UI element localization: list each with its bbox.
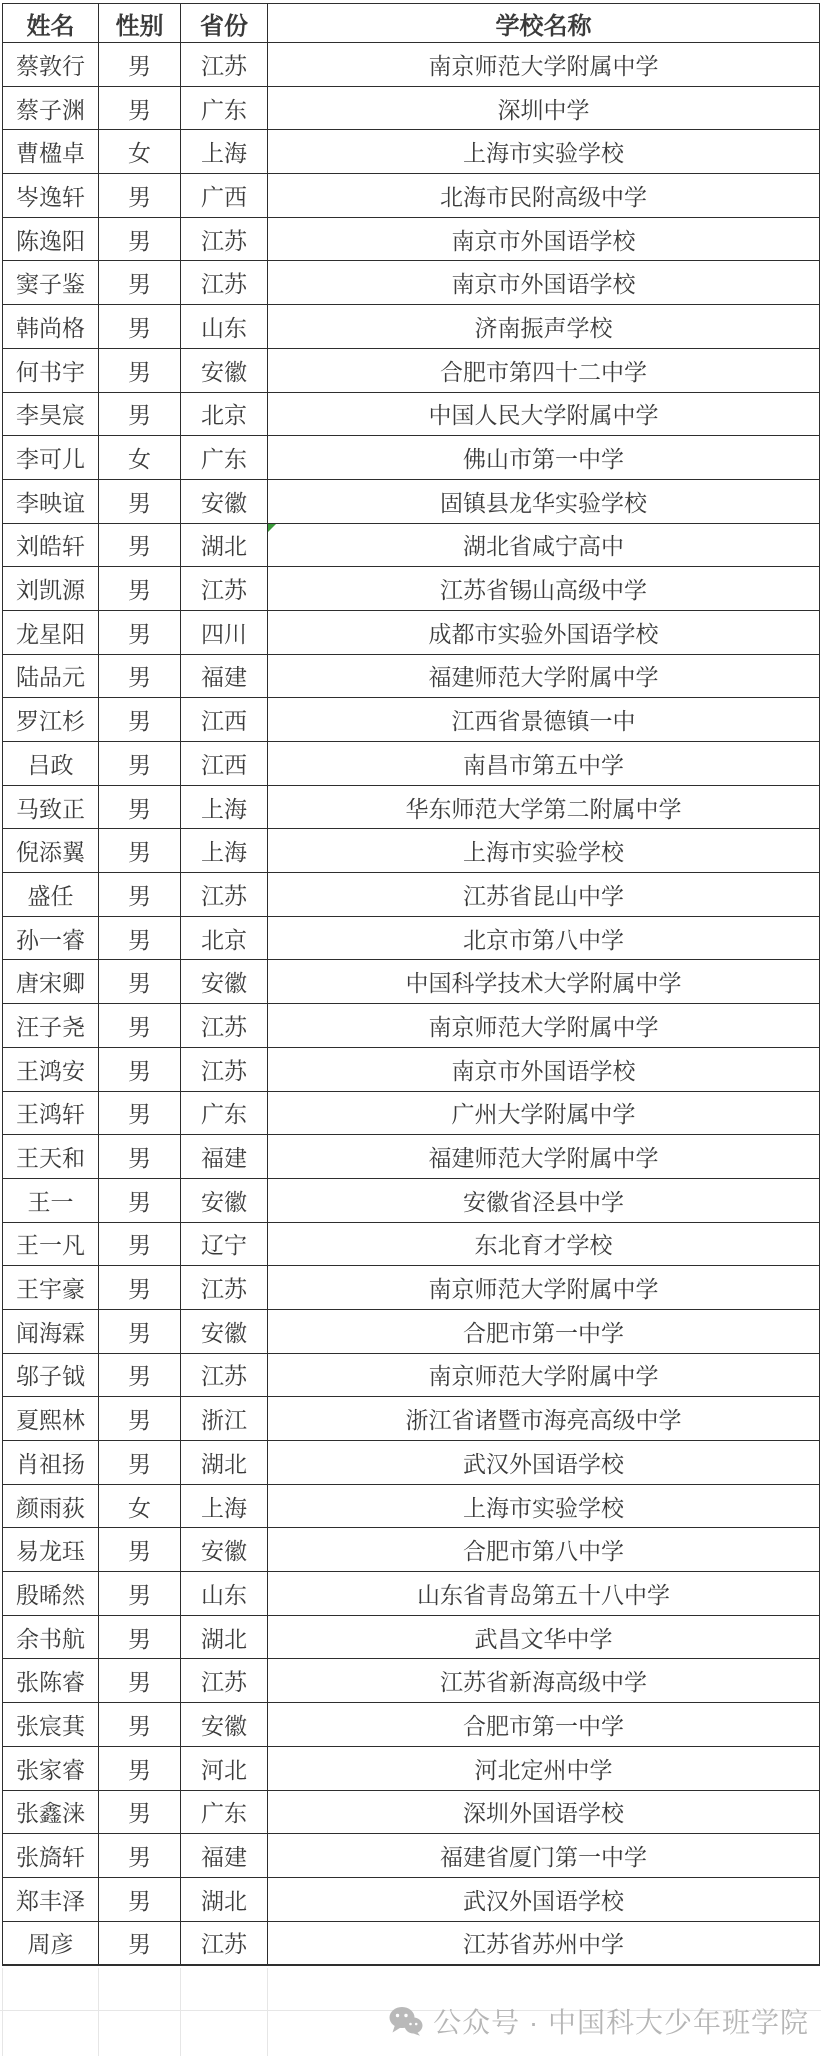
cell-gender: 男 [99, 1877, 181, 1921]
table-row [3, 1266, 820, 1310]
cell-province: 北京 [181, 392, 268, 436]
cell-gender: 男 [99, 348, 181, 392]
cell-gender: 男 [99, 1178, 181, 1222]
cell-province: 四川 [181, 610, 268, 654]
cell-name: 陈逸阳 [3, 217, 99, 261]
cell-school: 成都市实验外国语学校 [268, 610, 820, 654]
table-row [3, 130, 820, 174]
cell-school: 河北定州中学 [268, 1746, 820, 1790]
table-row [3, 873, 820, 917]
table-row [3, 1921, 820, 1965]
table-row [3, 1877, 820, 1921]
table-row [3, 348, 820, 392]
cell-name: 张旖轩 [3, 1834, 99, 1878]
cell-gender: 男 [99, 1659, 181, 1703]
table-row [3, 1091, 820, 1135]
header-province: 省份 [181, 4, 268, 43]
cell-name: 马致正 [3, 785, 99, 829]
cell-name: 王天和 [3, 1135, 99, 1179]
cell-school: 广州大学附属中学 [268, 1091, 820, 1135]
cell-name: 李可儿 [3, 436, 99, 480]
cell-gender: 男 [99, 1528, 181, 1572]
cell-name: 何书宇 [3, 348, 99, 392]
table-row [3, 1746, 820, 1790]
cell-gender: 男 [99, 873, 181, 917]
header-row [3, 4, 820, 43]
cell-name: 陆品元 [3, 654, 99, 698]
cell-province: 江苏 [181, 1659, 268, 1703]
cell-province: 江苏 [181, 873, 268, 917]
table-row [3, 1703, 820, 1747]
cell-school: 江苏省苏州中学 [268, 1921, 820, 1965]
cell-school: 南京师范大学附属中学 [268, 1266, 820, 1310]
table-row [3, 392, 820, 436]
cell-name: 曹楹卓 [3, 130, 99, 174]
table-row [3, 1309, 820, 1353]
cell-school: 中国人民大学附属中学 [268, 392, 820, 436]
table-row [3, 742, 820, 786]
cell-province: 安徽 [181, 1178, 268, 1222]
table-row [3, 305, 820, 349]
cell-school: 江苏省锡山高级中学 [268, 567, 820, 611]
cell-name: 龙星阳 [3, 610, 99, 654]
table-row [3, 1528, 820, 1572]
cell-school: 济南振声学校 [268, 305, 820, 349]
table-row [3, 960, 820, 1004]
cell-name: 王鸿安 [3, 1047, 99, 1091]
cell-school: 合肥市第一中学 [268, 1309, 820, 1353]
cell-gender: 男 [99, 1047, 181, 1091]
cell-school: 江苏省新海高级中学 [268, 1659, 820, 1703]
cell-province: 江西 [181, 698, 268, 742]
grid-line-vertical [180, 1968, 181, 2056]
table-row [3, 698, 820, 742]
cell-name: 刘凯源 [3, 567, 99, 611]
cell-school: 固镇县龙华实验学校 [268, 479, 820, 523]
cell-name: 颜雨荻 [3, 1484, 99, 1528]
cell-school: 上海市实验学校 [268, 829, 820, 873]
cell-gender: 男 [99, 1222, 181, 1266]
cell-province: 湖北 [181, 1615, 268, 1659]
table-header [3, 4, 820, 43]
cell-name: 肖祖扬 [3, 1441, 99, 1485]
cell-gender: 男 [99, 174, 181, 218]
watermark [389, 2001, 809, 2041]
table-row [3, 261, 820, 305]
cell-school: 南昌市第五中学 [268, 742, 820, 786]
table-row [3, 43, 820, 87]
cell-school: 中国科学技术大学附属中学 [268, 960, 820, 1004]
cell-name: 李昊宸 [3, 392, 99, 436]
cell-gender: 男 [99, 1135, 181, 1179]
cell-province: 安徽 [181, 479, 268, 523]
cell-province: 广西 [181, 174, 268, 218]
cell-school: 福建省厦门第一中学 [268, 1834, 820, 1878]
cell-province: 湖北 [181, 1877, 268, 1921]
cell-gender: 男 [99, 43, 181, 87]
cell-school: 佛山市第一中学 [268, 436, 820, 480]
cell-province: 江苏 [181, 1047, 268, 1091]
cell-gender: 男 [99, 1921, 181, 1965]
cell-province: 安徽 [181, 1528, 268, 1572]
cell-province: 北京 [181, 916, 268, 960]
cell-school: 江西省景德镇一中 [268, 698, 820, 742]
cell-school: 深圳外国语学校 [268, 1790, 820, 1834]
table-row [3, 916, 820, 960]
cell-school: 上海市实验学校 [268, 130, 820, 174]
cell-gender: 男 [99, 1309, 181, 1353]
cell-gender: 男 [99, 742, 181, 786]
cell-province: 广东 [181, 1790, 268, 1834]
table-row [3, 1397, 820, 1441]
cell-province: 浙江 [181, 1397, 268, 1441]
cell-school: 浙江省诸暨市海亮高级中学 [268, 1397, 820, 1441]
cell-gender: 男 [99, 1091, 181, 1135]
wechat-icon [389, 2006, 423, 2036]
cell-name: 张家睿 [3, 1746, 99, 1790]
cell-province: 广东 [181, 436, 268, 480]
table-row [3, 86, 820, 130]
cell-province: 江苏 [181, 261, 268, 305]
cell-gender: 女 [99, 1484, 181, 1528]
cell-province: 安徽 [181, 348, 268, 392]
table-row [3, 1659, 820, 1703]
cell-school: 南京市外国语学校 [268, 217, 820, 261]
cell-name: 王一凡 [3, 1222, 99, 1266]
cell-province: 福建 [181, 1834, 268, 1878]
cell-name: 周彦 [3, 1921, 99, 1965]
cell-gender: 男 [99, 1397, 181, 1441]
cell-school: 安徽省泾县中学 [268, 1178, 820, 1222]
cell-name: 刘皓轩 [3, 523, 99, 567]
cell-school: 合肥市第四十二中学 [268, 348, 820, 392]
cell-province: 江苏 [181, 217, 268, 261]
cell-gender: 男 [99, 1703, 181, 1747]
table-row [3, 523, 820, 567]
cell-school: 江苏省昆山中学 [268, 873, 820, 917]
cell-province: 湖北 [181, 1441, 268, 1485]
cell-gender: 女 [99, 436, 181, 480]
cell-school: 东北育才学校 [268, 1222, 820, 1266]
cell-province: 上海 [181, 829, 268, 873]
header-name: 姓名 [3, 4, 99, 43]
cell-province: 江苏 [181, 43, 268, 87]
cell-gender: 男 [99, 1353, 181, 1397]
cell-school: 武汉外国语学校 [268, 1441, 820, 1485]
cell-name: 李映谊 [3, 479, 99, 523]
table-row [3, 436, 820, 480]
cell-school: 合肥市第一中学 [268, 1703, 820, 1747]
table-row [3, 174, 820, 218]
cell-school: 湖北省咸宁高中 [268, 523, 820, 567]
cell-gender: 男 [99, 916, 181, 960]
cell-gender: 男 [99, 1790, 181, 1834]
header-gender: 性别 [99, 4, 181, 43]
cell-name: 余书航 [3, 1615, 99, 1659]
cell-school: 山东省青岛第五十八中学 [268, 1572, 820, 1616]
table-row [3, 1834, 820, 1878]
cell-name: 王鸿轩 [3, 1091, 99, 1135]
cell-province: 安徽 [181, 1309, 268, 1353]
cell-name: 蔡敦行 [3, 43, 99, 87]
cell-gender: 男 [99, 610, 181, 654]
cell-province: 福建 [181, 1135, 268, 1179]
cell-province: 上海 [181, 130, 268, 174]
cell-school: 北京市第八中学 [268, 916, 820, 960]
cell-name: 邬子钺 [3, 1353, 99, 1397]
cell-school: 南京师范大学附属中学 [268, 43, 820, 87]
cell-gender: 男 [99, 523, 181, 567]
cell-name: 盛任 [3, 873, 99, 917]
cell-gender: 男 [99, 1615, 181, 1659]
cell-name: 蔡子渊 [3, 86, 99, 130]
table-body [3, 43, 820, 1966]
header-school: 学校名称 [268, 4, 820, 43]
cell-province: 江苏 [181, 1353, 268, 1397]
cell-name: 张宸萁 [3, 1703, 99, 1747]
table-row [3, 1572, 820, 1616]
cell-school: 南京师范大学附属中学 [268, 1353, 820, 1397]
cell-school: 南京市外国语学校 [268, 261, 820, 305]
cell-school: 合肥市第八中学 [268, 1528, 820, 1572]
cell-school: 武昌文华中学 [268, 1615, 820, 1659]
table-row [3, 1441, 820, 1485]
cell-gender: 男 [99, 785, 181, 829]
cell-name: 殷晞然 [3, 1572, 99, 1616]
cell-name: 岑逸轩 [3, 174, 99, 218]
table-row [3, 1790, 820, 1834]
cell-name: 吕政 [3, 742, 99, 786]
grid-line-vertical [98, 1968, 99, 2056]
cell-gender: 男 [99, 1266, 181, 1310]
cell-gender: 男 [99, 479, 181, 523]
cell-province: 江苏 [181, 1004, 268, 1048]
cell-school: 福建师范大学附属中学 [268, 654, 820, 698]
cell-province: 上海 [181, 785, 268, 829]
table-row [3, 1178, 820, 1222]
cell-name: 王宇豪 [3, 1266, 99, 1310]
grid-line-vertical [267, 1968, 268, 2056]
cell-name: 闻海霖 [3, 1309, 99, 1353]
cell-name: 唐宋卿 [3, 960, 99, 1004]
cell-gender: 女 [99, 130, 181, 174]
cell-gender: 男 [99, 1746, 181, 1790]
cell-school: 武汉外国语学校 [268, 1877, 820, 1921]
cell-gender: 男 [99, 261, 181, 305]
cell-province: 河北 [181, 1746, 268, 1790]
table-row [3, 785, 820, 829]
cell-school: 北海市民附高级中学 [268, 174, 820, 218]
table-row [3, 1047, 820, 1091]
grid-line-vertical [2, 1968, 3, 2056]
cell-name: 韩尚格 [3, 305, 99, 349]
cell-flag-corner-icon [268, 524, 276, 532]
table-row [3, 610, 820, 654]
table-row [3, 829, 820, 873]
cell-gender: 男 [99, 960, 181, 1004]
cell-name: 汪子尧 [3, 1004, 99, 1048]
cell-school: 南京师范大学附属中学 [268, 1004, 820, 1048]
cell-gender: 男 [99, 1441, 181, 1485]
table-row [3, 654, 820, 698]
table-row [3, 567, 820, 611]
cell-gender: 男 [99, 567, 181, 611]
table-row [3, 1135, 820, 1179]
cell-gender: 男 [99, 829, 181, 873]
cell-gender: 男 [99, 86, 181, 130]
cell-gender: 男 [99, 392, 181, 436]
cell-province: 广东 [181, 1091, 268, 1135]
cell-name: 易龙珏 [3, 1528, 99, 1572]
cell-province: 山东 [181, 305, 268, 349]
cell-name: 张鑫涞 [3, 1790, 99, 1834]
cell-name: 张陈睿 [3, 1659, 99, 1703]
table-row [3, 1615, 820, 1659]
cell-name: 郑丰泽 [3, 1877, 99, 1921]
cell-province: 辽宁 [181, 1222, 268, 1266]
cell-province: 江西 [181, 742, 268, 786]
cell-school: 深圳中学 [268, 86, 820, 130]
table-row [3, 1004, 820, 1048]
cell-province: 广东 [181, 86, 268, 130]
cell-school: 华东师范大学第二附属中学 [268, 785, 820, 829]
cell-gender: 男 [99, 698, 181, 742]
table-row [3, 479, 820, 523]
table-row [3, 1353, 820, 1397]
cell-school: 上海市实验学校 [268, 1484, 820, 1528]
cell-province: 安徽 [181, 960, 268, 1004]
table-row [3, 1484, 820, 1528]
watermark-text: 公众号 · 中国科大少年班学院 [433, 2007, 809, 2038]
cell-school: 福建师范大学附属中学 [268, 1135, 820, 1179]
cell-province: 江苏 [181, 1266, 268, 1310]
cell-gender: 男 [99, 654, 181, 698]
cell-province: 上海 [181, 1484, 268, 1528]
cell-name: 孙一睿 [3, 916, 99, 960]
cell-gender: 男 [99, 305, 181, 349]
cell-school: 南京市外国语学校 [268, 1047, 820, 1091]
table-row [3, 1222, 820, 1266]
cell-province: 江苏 [181, 1921, 268, 1965]
cell-gender: 男 [99, 1572, 181, 1616]
cell-province: 福建 [181, 654, 268, 698]
roster-table [2, 3, 820, 1966]
cell-gender: 男 [99, 1004, 181, 1048]
cell-province: 湖北 [181, 523, 268, 567]
cell-name: 罗江杉 [3, 698, 99, 742]
cell-province: 安徽 [181, 1703, 268, 1747]
cell-name: 窦子鉴 [3, 261, 99, 305]
cell-name: 夏熙林 [3, 1397, 99, 1441]
cell-gender: 男 [99, 217, 181, 261]
cell-province: 江苏 [181, 567, 268, 611]
cell-name: 倪添翼 [3, 829, 99, 873]
cell-province: 山东 [181, 1572, 268, 1616]
cell-gender: 男 [99, 1834, 181, 1878]
table-row [3, 217, 820, 261]
cell-name: 王一 [3, 1178, 99, 1222]
